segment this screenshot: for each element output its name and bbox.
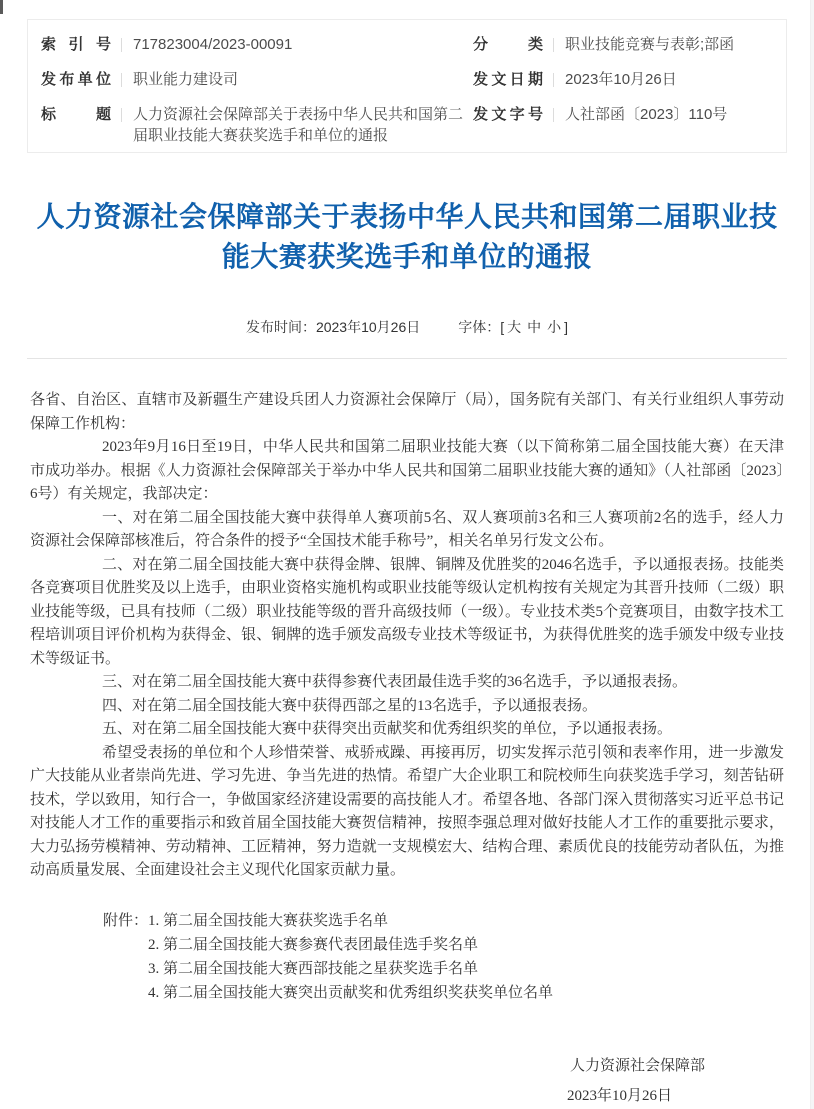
publisher-label: 发布单位 [41, 71, 111, 88]
attachments-label: 附件： [103, 912, 149, 929]
attachment-item [148, 981, 784, 1005]
attachment-item-2: 2. 第二届全国技能大赛参赛代表团最佳选手奖名单 [148, 936, 479, 953]
attachment-item [103, 909, 784, 933]
window-corner-notch [0, 0, 3, 14]
attachment-item-4: 4. 第二届全国技能大赛突出贡献奖和优秀组织奖获奖单位名单 [148, 984, 554, 1001]
info-row-issue-date [473, 63, 786, 98]
font-size-large-button[interactable]: 大 [507, 319, 522, 335]
label-value-divider [553, 108, 554, 122]
category-value: 职业技能竞赛与表彰;部函 [565, 36, 735, 53]
attachment-item-3: 3. 第二届全国技能大赛西部技能之星获奖选手名单 [148, 960, 479, 977]
item-3-paragraph: 三、对在第二届全国技能大赛中获得参赛代表团最佳选手奖的36名选手，予以通报表扬。 [102, 674, 688, 690]
info-row-publisher [41, 63, 473, 98]
signature-organization: 人力资源社会保障部 [569, 1057, 705, 1074]
attachment-item-1: 1. 第二届全国技能大赛获奖选手名单 [148, 912, 389, 929]
signature-block [30, 1055, 784, 1109]
salutation-paragraph: 各省、自治区、直辖市及新疆生产建设兵团人力资源社会保障厅（局），国务院有关部门、有关行业组织人事劳动保障工作机构： [30, 392, 784, 432]
attachment-item [148, 957, 784, 981]
intro-paragraph: 2023年9月16日至19日，中华人民共和国第二届职业技能大赛（以下简称第二届全国技能大赛）在天津市成功举办。根据《人力资源社会保障部关于举办中华人民共和国第二届职业技能大赛的通知》（人社部函〔2023〕6号）有关规定，我部决定： [30, 439, 784, 502]
label-value-divider [553, 73, 554, 87]
signature-date: 2023年10月26日 [566, 1088, 672, 1104]
info-row-index-number [41, 28, 473, 63]
font-size-label: 字体： [458, 319, 501, 335]
font-size-medium-button[interactable]: 中 [527, 319, 542, 335]
bracket-open: [ [500, 319, 505, 335]
info-table-right-column [473, 28, 786, 146]
publisher-value: 职业能力建设司 [133, 71, 239, 88]
document-info-table [27, 19, 787, 153]
issue-date-label: 发文日期 [473, 71, 543, 88]
bracket-close: ] [564, 319, 569, 335]
document-body [30, 359, 784, 1109]
item-5-paragraph: 五、对在第二届全国技能大赛中获得突出贡献奖和优秀组织奖的单位，予以通报表扬。 [102, 721, 673, 737]
issue-date-value: 2023年10月26日 [565, 71, 677, 88]
doc-number-value: 人社部函〔2023〕110号 [565, 106, 728, 123]
label-value-divider [121, 73, 122, 87]
label-value-divider [553, 38, 554, 52]
item-4-paragraph: 四、对在第二届全国技能大赛中获得西部之星的13名选手，予以通报表扬。 [102, 697, 598, 714]
category-label: 分类 [473, 36, 543, 53]
attachments-list [30, 909, 784, 1005]
doc-title-value: 人力资源社会保障部关于表扬中华人民共和国第二届职业技能大赛获奖选手和单位的通报 [133, 106, 464, 144]
page-right-edge [810, 0, 814, 1109]
info-table-left-column [28, 28, 473, 146]
item-2-paragraph: 二、对在第二届全国技能大赛中获得金牌、银牌、铜牌及优胜奖的2046名选手，予以通报表扬。技能类各竞赛项目优胜奖及以上选手，由职业资格实施机构或职业技能等级认定机构按有关规定为其晋升技师（二级）职业技能等级，已具有技师（二级）职业技能等级的晋升高级技师（一级）。专业技术类5个竞赛项目，由数字技术工程培训项目评价机构为获得金、银、铜牌的选手颁发高级专业技术等级证书，为获得优胜奖的选手颁发中级专业技术等级证书。 [30, 556, 784, 667]
doc-title-label: 标题 [41, 106, 111, 123]
page-title: 人力资源社会保障部关于表扬中华人民共和国第二届职业技能大赛获奖选手和单位的通报 [36, 201, 778, 272]
font-size-small-button[interactable]: 小 [547, 319, 562, 335]
publish-time-value: 2023年10月26日 [315, 319, 421, 335]
index-number-label: 索引号 [41, 36, 111, 53]
attachment-item [148, 933, 784, 957]
closing-paragraph: 希望受表扬的单位和个人珍惜荣誉、戒骄戒躁、再接再厉，切实发挥示范引领和表率作用，进一步激发广大技能从业者崇尚先进、学习先进、争当先进的热情。希望广大企业职工和院校师生向获奖选手学习，刻苦钻研技术，学以致用，知行合一，争做国家经济建设需要的高技能人才。希望各地、各部门深入贯彻落实习近平总书记对技能人才工作的重要指示和致首届全国技能大赛贺信精神，按照李强总理对做好技能人才工作的重要批示要求，大力弘扬劳模精神、劳动精神、工匠精神，努力造就一支规模宏大、结构合理、素质优良的技能劳动者队伍，为推动高质量发展、全面建设社会主义现代化国家贡献力量。 [30, 744, 784, 878]
label-value-divider [121, 108, 122, 122]
publish-time-label: 发布时间： [245, 319, 316, 335]
item-1-paragraph: 一、对在第二届全国技能大赛中获得单人赛项前5名、双人赛项前3名和三人赛项前2名的选手，经人力资源社会保障部核准后，符合条件的授予“全国技术能手称号”，相关名单另行发文公布。 [30, 509, 784, 549]
label-value-divider [121, 38, 122, 52]
doc-number-label: 发文字号 [473, 106, 543, 123]
index-number-value: 717823004/2023-00091 [133, 36, 293, 53]
info-row-category [473, 28, 786, 63]
info-row-doc-title [41, 98, 473, 146]
publish-info-bar [0, 317, 814, 337]
info-row-doc-number [473, 98, 786, 133]
